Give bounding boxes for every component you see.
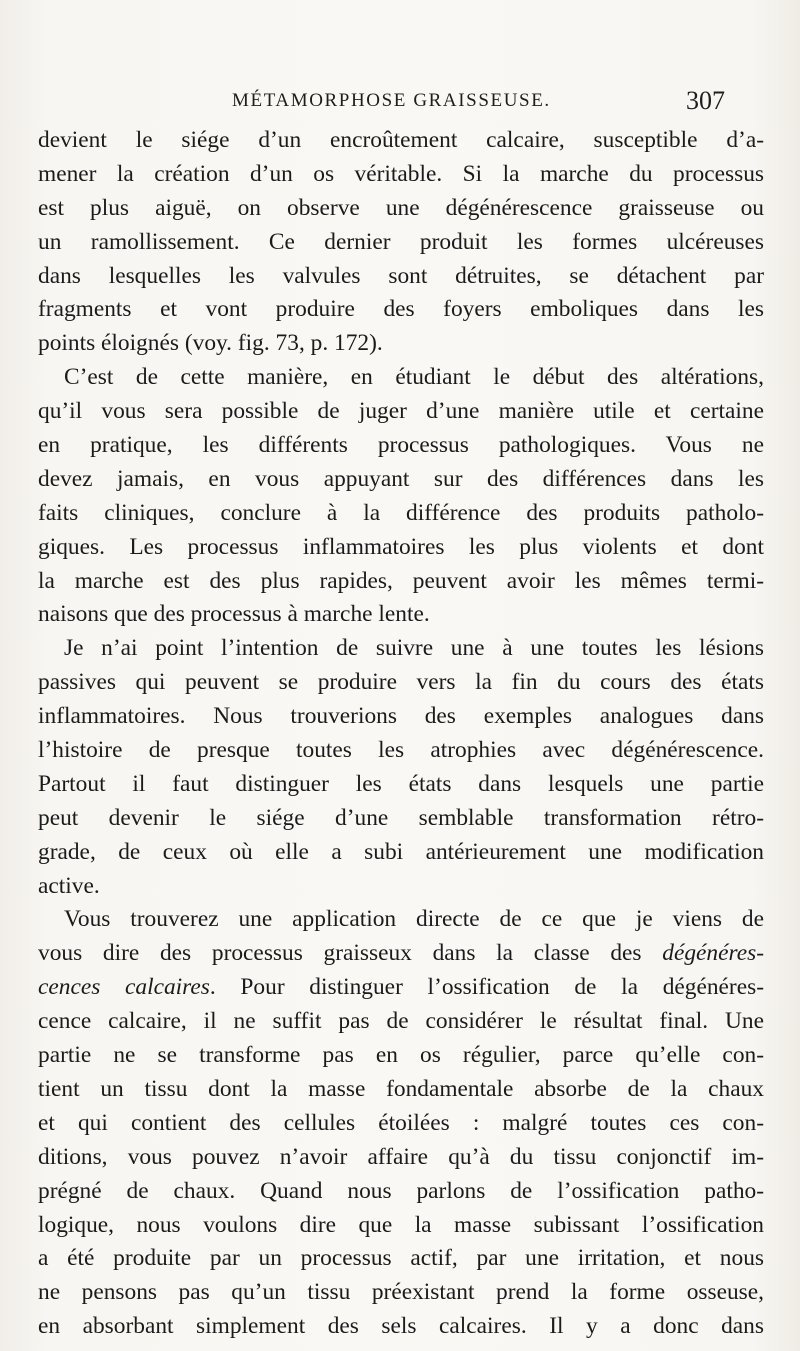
text-line: dans lesquelles les valvules sont détruites, se détachent par [38,262,764,289]
text-line: en absorbant simplement des sels calcaires. Il y a donc dans [38,1313,764,1340]
text-line: peut devenir le siége d’une semblable transformation rétro- [38,804,764,831]
text-line: logique, nous voulons dire que la masse subissant l’ossification [38,1211,764,1238]
running-head [0,86,800,116]
text-line: est plus aiguë, on observe une dégénérescence graisseuse ou [38,194,764,221]
text-line: grade, de ceux où elle a subi antérieurement une modification [38,838,764,865]
text-line: cence calcaire, il ne suffit pas de considérer le résultat final. Une [38,1008,764,1035]
text-line: inflammatoires. Nous trouverions des exemples analogues dans [38,703,764,730]
text-line [38,971,764,1005]
text-line: tient un tissu dont la masse fondamentale absorbe de la chaux [38,1075,764,1102]
body-text [38,124,764,1344]
text-line: un ramollissement. Ce dernier produit les formes ulcéreuses [38,228,764,255]
text-line: prégné de chaux. Quand nous parlons de l’ossification patho- [38,1177,764,1204]
text-line: mener la création d’un os véritable. Si la marche du processus [38,160,764,187]
text-segment: vous dire des processus graisseux dans la classe des [38,940,642,967]
text-line: ditions, vous pouvez n’avoir affaire qu’à du tissu conjonctif im- [38,1143,764,1170]
text-line: devez jamais, en vous appuyant sur des différences dans les [38,465,764,492]
text-line: et qui contient des cellules étoilées : malgré toutes ces con- [38,1109,764,1136]
text-segment: . Pour distinguer l’ossification de la dégénéres- [209,974,764,1001]
text-line: en pratique, les différents processus pathologiques. Vous ne [38,432,764,459]
text-line: giques. Les processus inflammatoires les plus violents et dont [38,533,764,560]
text-line: C’est de cette manière, en étudiant le début des altérations, [64,364,764,391]
text-line: ne pensons pas qu’un tissu préexistant prend la forme osseuse, [38,1279,764,1306]
text-line: devient le siége d’un encroûtement calcaire, susceptible d’a- [38,127,764,153]
text-line: faits cliniques, conclure à la différence des produits patholo- [38,499,764,526]
text-line: a été produite par un processus actif, par une irritation, et nous [38,1245,764,1272]
text-line: active. [38,872,100,899]
italic-term: cences calcaires [38,974,210,1001]
text-line: fragments et vont produire des foyers emboliques dans les [38,296,764,323]
text-line: partie ne se transforme pas en os régulier, parce qu’elle con- [38,1042,764,1069]
text-line [38,937,764,971]
text-line: Je n’ai point l’intention de suivre une à une toutes les lésions [64,635,764,662]
running-title: MÉTAMORPHOSE GRAISSEUSE. [232,90,551,111]
text-line: Vous trouverez une application directe de ce que je viens de [64,906,764,933]
text-line: qu’il vous sera possible de juger d’une manière utile et certaine [38,398,764,425]
italic-term: dégénéres- [662,940,764,967]
page-number: 307 [686,86,725,115]
text-line: passives qui peuvent se produire vers la fin du cours des états [38,669,764,696]
text-line: Partout il faut distinguer les états dans lesquels une partie [38,770,764,797]
text-line: la marche est des plus rapides, peuvent avoir les mêmes termi- [38,567,764,594]
text-line: l’histoire de presque toutes les atrophies avec dégénérescence. [38,737,764,764]
text-line: points éloignés (voy. fig. 73, p. 172). [38,330,383,357]
text-line: naisons que des processus à marche lente. [38,601,430,628]
